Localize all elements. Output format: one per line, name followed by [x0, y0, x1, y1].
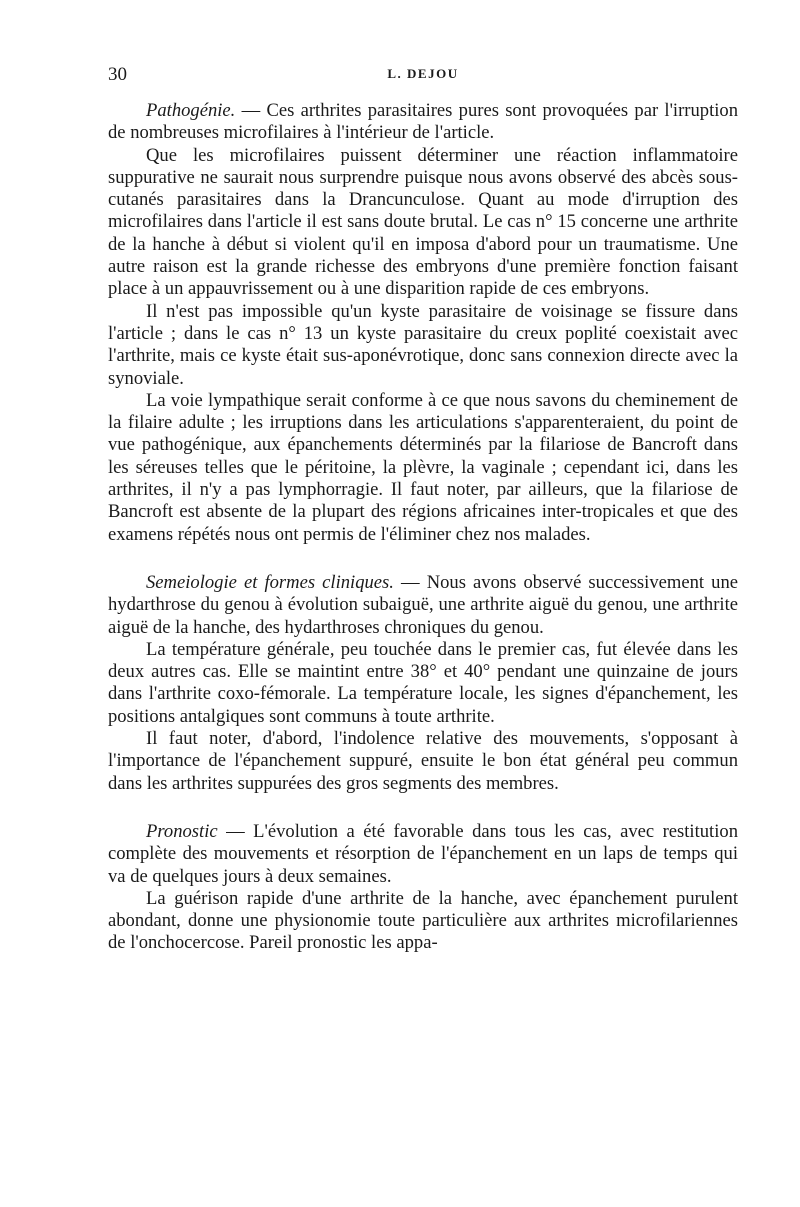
paragraph: La guérison rapide d'une arthrite de la hanche, avec épanchement purulent abondant, donne une physionomie toute particulière aux arthrites microfilariennes de l'onchocercose. Pareil pronostic les appa-: [108, 887, 738, 954]
paragraph: La température générale, peu touchée dans le premier cas, fut élevée dans les deux autres cas. Elle se maintint entre 38° et 40° pendant une quinzaine de jours dans l'arthrite coxo-fémorale. La température locale, les signes d'épanchement, les positions antalgiques sont communs à toute arthrite.: [108, 638, 738, 727]
section-pronostic: [108, 821, 738, 955]
section-semeiologie: [108, 572, 738, 795]
paragraph: [108, 100, 738, 145]
paragraph: Il faut noter, d'abord, l'indolence relative des mouvements, s'opposant à l'importance de l'épanchement suppuré, ensuite le bon état général peu commun dans les arthrites suppurées des gros segments des membres.: [108, 728, 738, 794]
paragraph: La voie lympathique serait conforme à ce que nous savons du cheminement de la filaire adulte ; les irruptions dans les articulations s'apparenteraient, du point de vue pathogénique, aux épanchements déterminés par la filariose de Bancroft dans les séreuses telles que le péritoine, la plèvre, la vaginale ; cependant ici, dans les arthrites, il n'y a pas lymphorragie. Il faut noter, par ailleurs, que la filariose de Bancroft est absente de la plupart des régions africaines inter-tropicales et que des examens répétés nous ont permis de l'éliminer chez nos malades.: [108, 389, 738, 545]
paragraph-text: — L'évolution a été favorable dans tous les cas, avec restitution complète des mouvements et résorption de l'épanchement en un laps de temps qui va de quelques jours à deux semaines.: [108, 820, 738, 887]
paragraph: [108, 572, 738, 639]
section-heading: Pathogénie.: [146, 100, 236, 121]
running-author: L. DEJOU: [387, 66, 459, 81]
running-header: [108, 64, 738, 92]
section-pathogenie: [108, 100, 738, 546]
book-page: [108, 64, 738, 955]
paragraph-text: — Ces arthrites parasitaires pures sont provoquées par l'irruption de nombreuses microfilaires à l'intérieur de l'article.: [108, 100, 738, 144]
paragraph-text: — Nous avons observé successivement une hydarthrose du genou à évolution subaiguë, une arthrite aiguë du genou, une arthrite aiguë de la hanche, des hydarthroses chroniques du genou.: [108, 571, 738, 638]
paragraph: [108, 821, 738, 888]
paragraph: Il n'est pas impossible qu'un kyste parasitaire de voisinage se fissure dans l'article ; dans le cas n° 13 un kyste parasitaire du creux poplité coexistait avec l'arthrite, mais ce kyste était sus-aponévrotique, donc sans connexion directe avec la synoviale.: [108, 300, 738, 389]
page-number: 30: [108, 64, 127, 85]
paragraph: Que les microfilaires puissent déterminer une réaction inflammatoire suppurative ne saurait nous surprendre puisque nous avons observé des abcès sous-cutanés parasitaires dans la Drancunculose. Quant au mode d'irruption des microfilaires dans l'article il est sans doute brutal. Le cas n° 15 concerne une arthrite de la hanche à début si violent qu'il en imposa d'abord pour un traumatisme. Une autre raison est la grande richesse des embryons d'une première fonction faisant place à un appauvrissement ou à une disparition rapide de ces embryons.: [108, 144, 738, 300]
section-heading: Pronostic: [146, 820, 218, 842]
section-heading: Semeiologie et formes cliniques.: [146, 571, 394, 593]
